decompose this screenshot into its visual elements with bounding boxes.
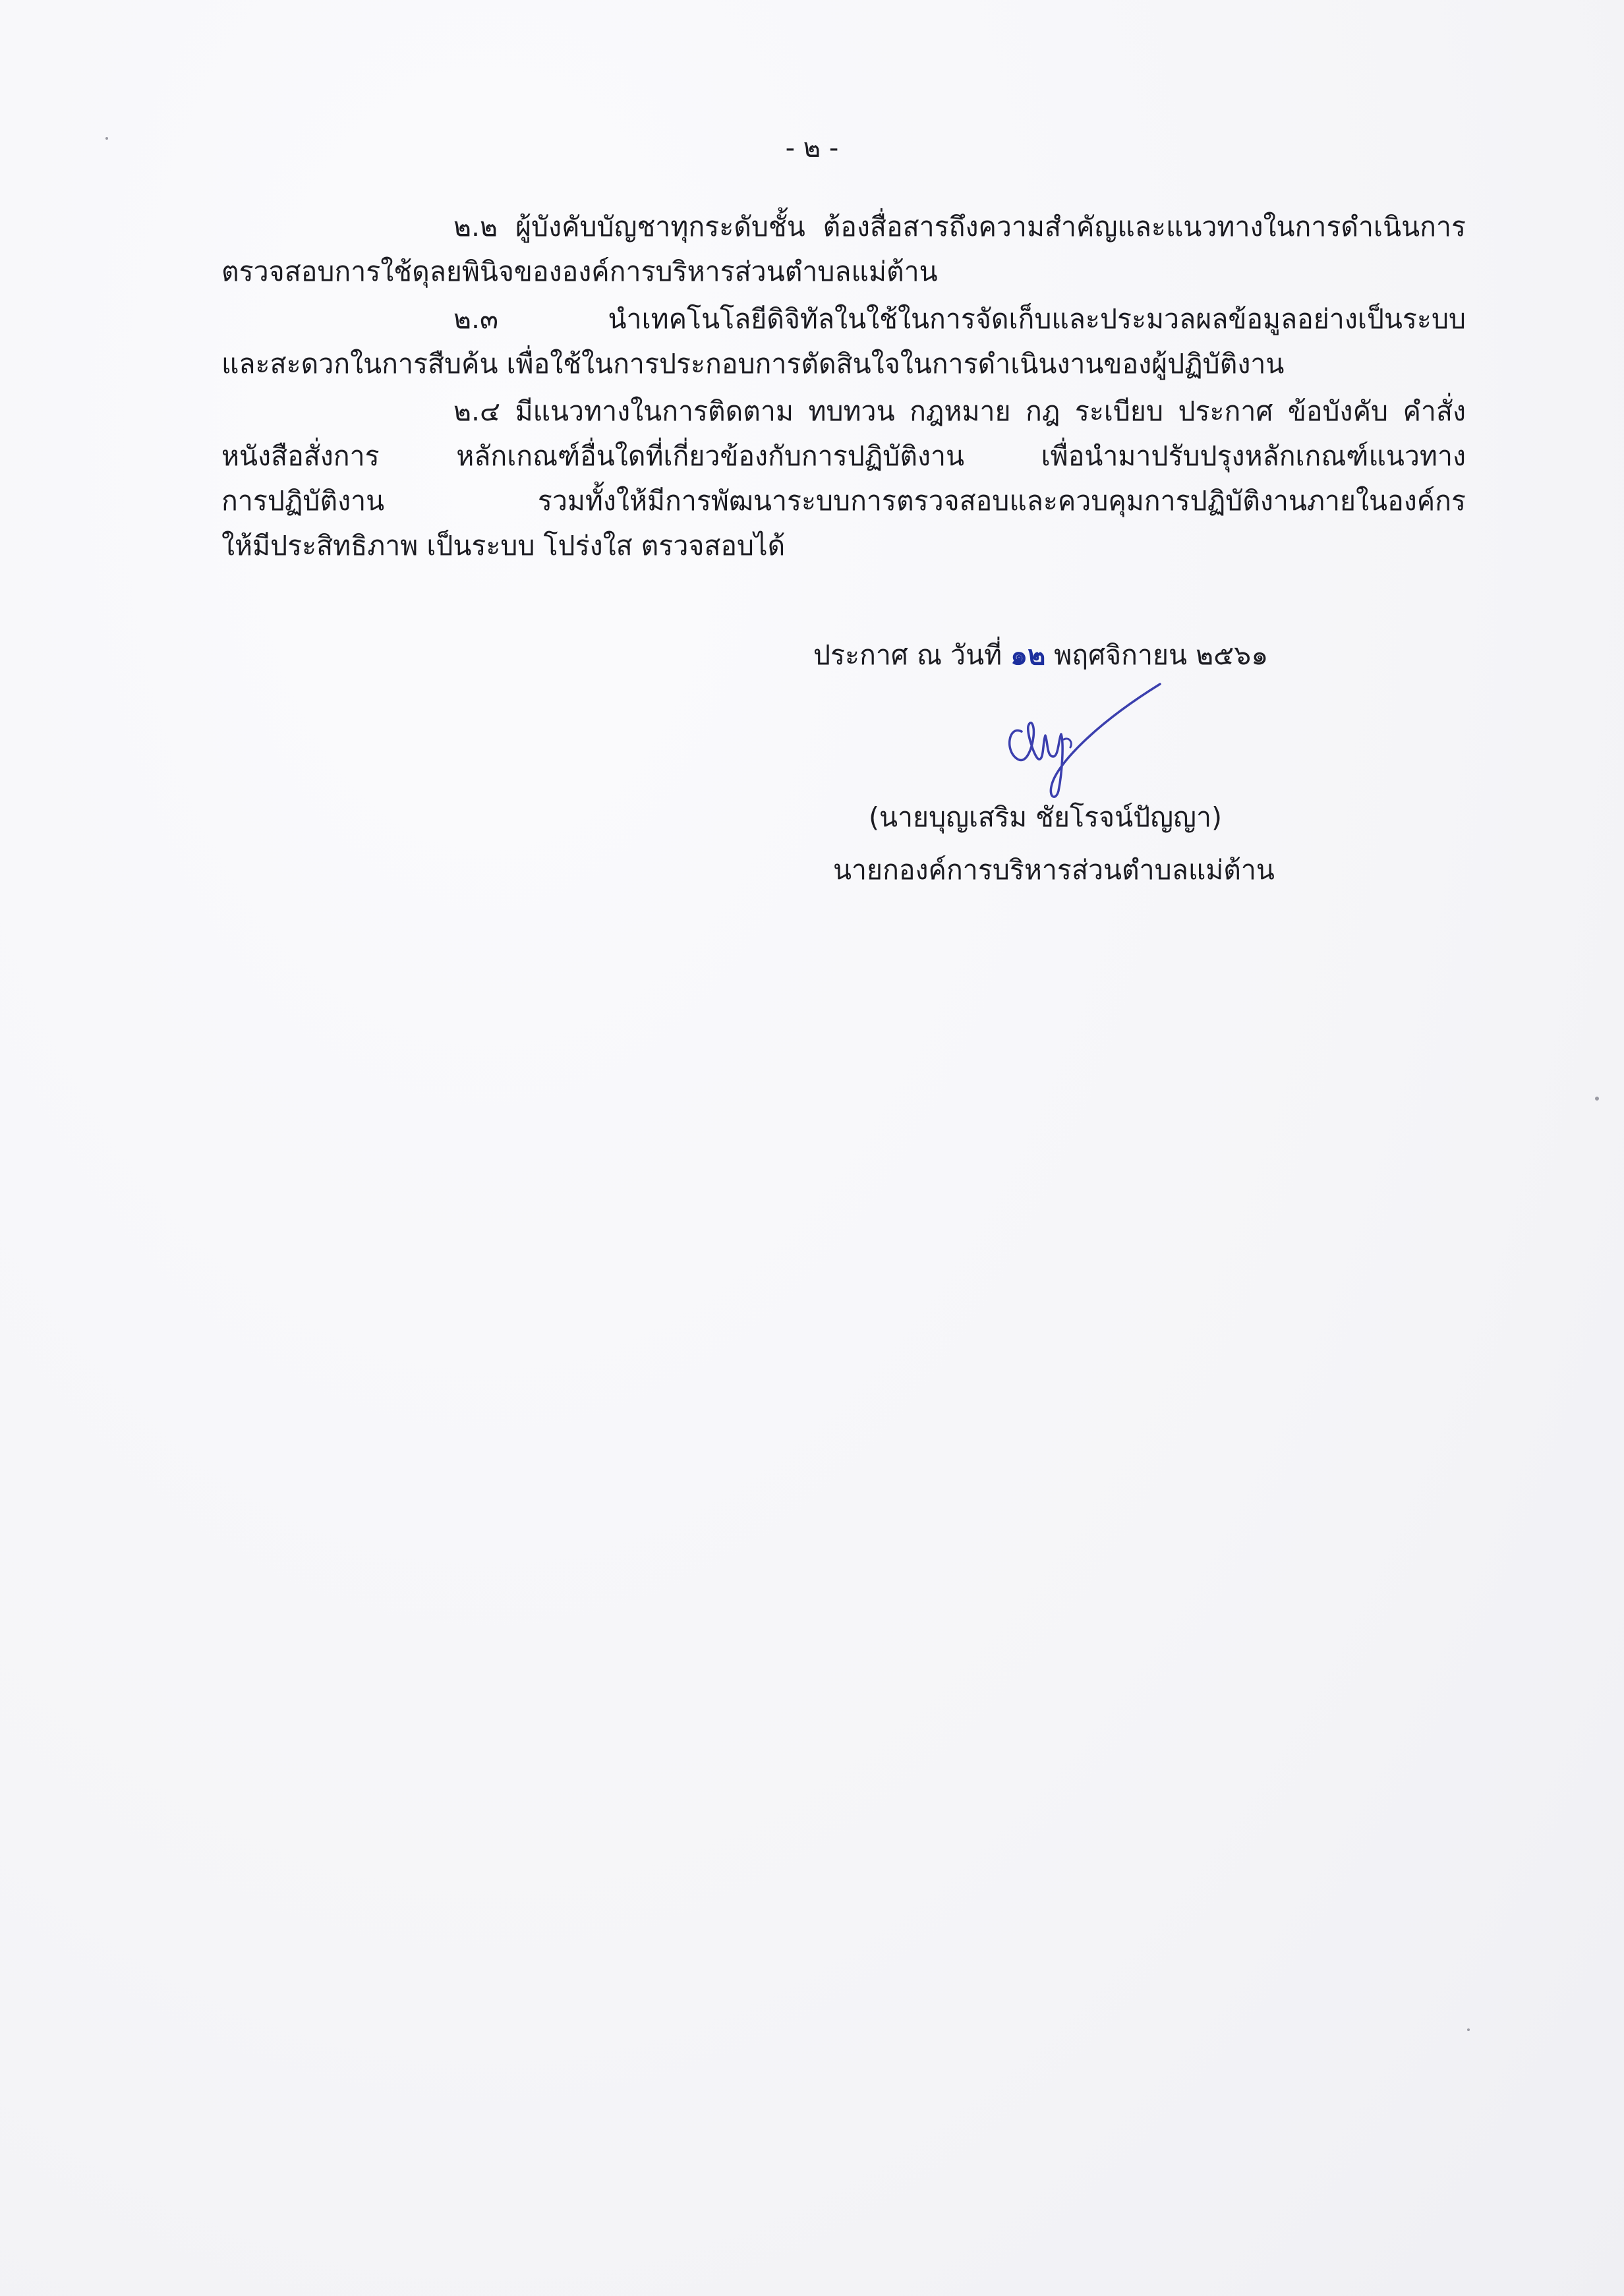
- paragraph-line: ๒.๔ มีแนวทางในการติดตาม ทบทวน กฎหมาย กฎ ระเบียบ ประกาศ ข้อบังคับ คำสั่ง: [453, 395, 1466, 427]
- signature-mark: [995, 679, 1180, 811]
- paragraph-line: และสะดวกในการสืบค้น เพื่อใช้ในการประกอบการตัดสินใจในการดำเนินงานของผู้ปฏิบัติงาน: [221, 348, 1285, 380]
- signatory-title: นายกองค์การบริหารส่วนตำบลแม่ต้าน: [833, 854, 1275, 886]
- paragraph-line: ๒.๒ ผู้บังคับบัญชาทุกระดับชั้น ต้องสื่อสารถึงความสำคัญและแนวทางในการดำเนินการ: [453, 211, 1466, 243]
- paragraph-line: ๒.๓ นำเทคโนโลยีดิจิทัลในใช้ในการจัดเก็บและประมวลผลข้อมูลอย่างเป็นระบบ: [453, 303, 1466, 335]
- paper-speck: [1595, 1097, 1599, 1101]
- paragraph-line: การปฏิบัติงาน รวมทั้งให้มีการพัฒนาระบบการตรวจสอบและควบคุมการปฏิบัติงานภายในองค์กร: [221, 485, 1466, 517]
- paragraph-line: ให้มีประสิทธิภาพ เป็นระบบ โปร่งใส ตรวจสอบได้: [221, 530, 786, 561]
- signatory-name: (นายบุญเสริม ชัยโรจน์ปัญญา): [869, 801, 1223, 833]
- page-number: - ๒ -: [785, 133, 839, 163]
- paragraph-line: หนังสือสั่งการ หลักเกณฑ์อื่นใดที่เกี่ยวข้องกับการปฏิบัติงาน เพื่อนำมาปรับปรุงหลักเกณฑ์แนวทาง: [221, 440, 1466, 472]
- announcement-month-year: พฤศจิกายน ๒๕๖๑: [1054, 639, 1269, 671]
- paper-speck: [1467, 2028, 1470, 2031]
- paper-speck: [105, 137, 108, 140]
- paragraph-2-2: [221, 204, 1466, 294]
- paragraph-2-4: [221, 389, 1466, 568]
- announcement-day: ๑๒: [1010, 639, 1046, 671]
- announcement-date: [813, 634, 1268, 677]
- paragraph-line: ตรวจสอบการใช้ดุลยพินิจขององค์การบริหารส่วนตำบลแม่ต้าน: [221, 256, 938, 287]
- announcement-prefix: ประกาศ ณ วันที่: [813, 639, 1002, 671]
- paragraph-2-3: [221, 297, 1466, 386]
